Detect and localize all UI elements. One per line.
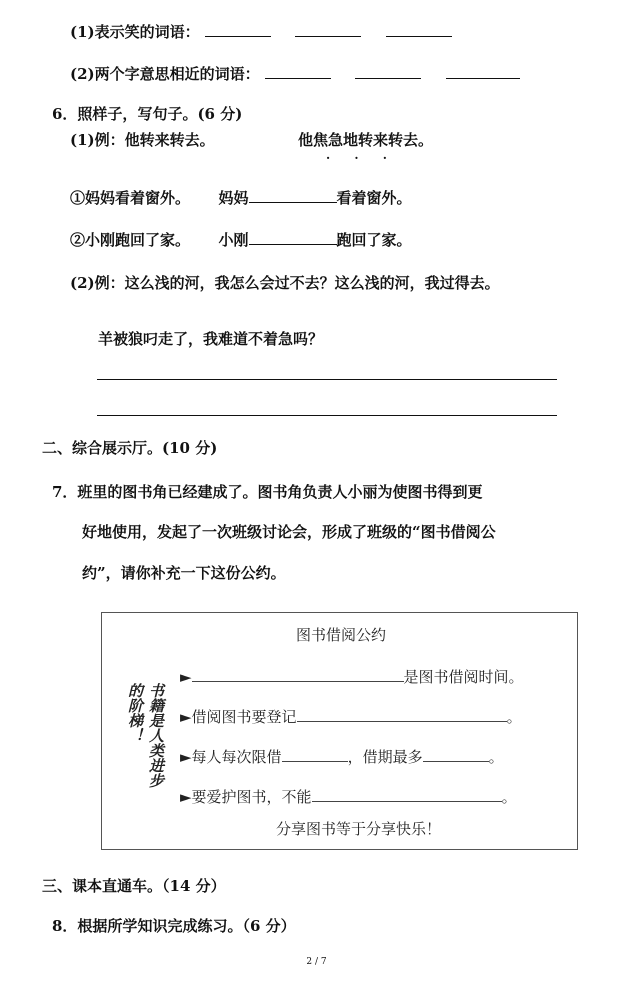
convention-item-3 bbox=[180, 747, 504, 767]
item4-suffix: 。 bbox=[501, 788, 517, 806]
q6-example2: (2)例：这么浅的河，我怎么会过不去？这么浅的河，我过得去。 bbox=[70, 274, 500, 292]
q5-blank-1[interactable] bbox=[205, 22, 271, 37]
item3-middle: ，借期最多 bbox=[347, 748, 423, 766]
convention-title: 图书借阅公约 bbox=[296, 626, 387, 644]
q7-line2: 好地使用，发起了一次班级讨论会，形成了班级的“图书借阅公 bbox=[82, 523, 496, 541]
item2-prefix: 借阅图书要登记 bbox=[191, 708, 297, 726]
q6-s1-rest: 看着窗外。 bbox=[336, 189, 412, 207]
q6-s2-original: ②小刚跑回了家。 bbox=[70, 231, 191, 249]
protect-blank[interactable] bbox=[312, 787, 502, 802]
q5-item1-label: (1)表示笑的词语： bbox=[70, 23, 200, 41]
arrow-icon: ► bbox=[180, 668, 192, 686]
q6-sentence2 bbox=[70, 230, 412, 250]
q6-s2-blank[interactable] bbox=[249, 230, 337, 245]
arrow-icon: ► bbox=[180, 788, 192, 806]
item3-suffix: 。 bbox=[488, 748, 504, 766]
q6-s1-subject: 妈妈 bbox=[218, 189, 249, 207]
item3-prefix: 每人每次限借 bbox=[191, 748, 282, 766]
q5-blank-5[interactable] bbox=[355, 64, 421, 79]
arrow-icon: ► bbox=[180, 708, 192, 726]
q5-blank-4[interactable] bbox=[265, 64, 331, 79]
time-blank[interactable] bbox=[192, 667, 404, 682]
period-blank[interactable] bbox=[423, 747, 489, 762]
emphasis-dots: · · · bbox=[326, 151, 397, 165]
convention-footer: 分享图书等于分享快乐！ bbox=[276, 820, 442, 838]
q6-title: 6．照样子，写句子。(6 分) bbox=[52, 105, 243, 123]
convention-item-4 bbox=[180, 787, 517, 807]
motto-calligraphy: 书籍是人类进步的阶梯！ bbox=[126, 683, 165, 788]
item1-suffix: 是图书借阅时间。 bbox=[403, 668, 524, 686]
q6-sentence1 bbox=[70, 188, 412, 208]
q7-line3: 约”，请你补充一下这份公约。 bbox=[82, 564, 286, 582]
q6-example1-left: (1)例：他转来转去。 bbox=[70, 131, 215, 149]
q6-s2-rest: 跑回了家。 bbox=[336, 231, 412, 249]
q5-blank-2[interactable] bbox=[295, 22, 361, 37]
convention-item-2 bbox=[180, 707, 522, 727]
q8-title: 8．根据所学知识完成练习。（6 分） bbox=[52, 917, 296, 935]
section2-title: 二、综合展示厅。(10 分) bbox=[42, 439, 218, 457]
q5-item2 bbox=[70, 64, 520, 84]
q6-s1-blank[interactable] bbox=[249, 188, 337, 203]
q7-line1: 7．班里的图书角已经建成了。图书角负责人小丽为使图书得到更 bbox=[52, 483, 483, 501]
q6-s2-subject: 小刚 bbox=[218, 231, 249, 249]
q6-example1-right: 他焦急地转来转去。 bbox=[298, 131, 434, 149]
item4-prefix: 要爱护图书，不能 bbox=[191, 788, 312, 806]
q6-prompt2: 羊被狼叼走了，我难道不着急吗？ bbox=[98, 330, 324, 348]
answer-line-2[interactable] bbox=[97, 415, 557, 416]
section3-title: 三、课本直通车。（14 分） bbox=[42, 877, 226, 895]
q5-item2-label: (2)两个字意思相近的词语： bbox=[70, 65, 260, 83]
q5-item1 bbox=[70, 22, 452, 42]
limit-blank[interactable] bbox=[282, 747, 348, 762]
q5-blank-3[interactable] bbox=[386, 22, 452, 37]
item2-suffix: 。 bbox=[506, 708, 522, 726]
register-blank[interactable] bbox=[297, 707, 507, 722]
answer-line-1[interactable] bbox=[97, 379, 557, 380]
q6-s1-original: ①妈妈看着窗外。 bbox=[70, 189, 191, 207]
convention-item-1 bbox=[180, 667, 524, 687]
page-number: 2 / 7 bbox=[306, 957, 327, 967]
q5-blank-6[interactable] bbox=[446, 64, 520, 79]
convention-card bbox=[101, 612, 578, 850]
arrow-icon: ► bbox=[180, 748, 192, 766]
